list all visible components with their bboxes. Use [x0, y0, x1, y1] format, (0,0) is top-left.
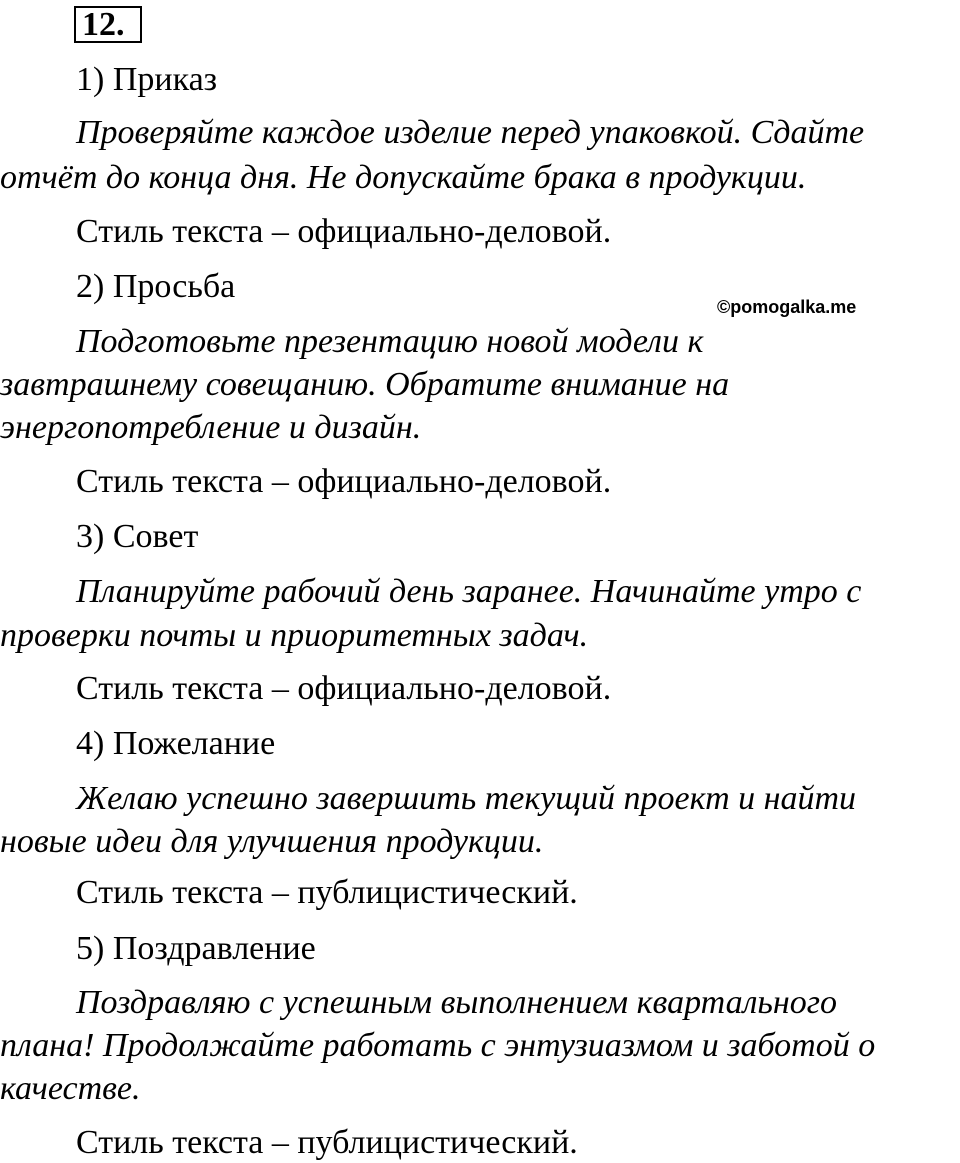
item-2-heading: 2) Просьба [76, 268, 236, 305]
item-3-text-line-2: проверки почты и приоритетных задач. [0, 617, 589, 654]
task-number-box [74, 6, 142, 43]
item-4-heading: 4) Пожелание [76, 725, 276, 762]
item-5-text-line-2: плана! Продолжайте работать с энтузиазмом и заботой о [0, 1027, 876, 1064]
item-2-text-line-1: Подготовьте презентацию новой модели к [76, 323, 704, 360]
item-1-text-line-2: отчёт до конца дня. Не допускайте брака в продукции. [0, 159, 807, 196]
item-2-text-line-2: завтрашнему совещанию. Обратите внимание на [0, 366, 730, 403]
item-3-text-line-1: Планируйте рабочий день заранее. Начинайте утро с [76, 573, 862, 610]
item-4-text-line-2: новые идеи для улучшения продукции. [0, 823, 544, 860]
item-2-style: Стиль текста – официально-деловой. [76, 463, 612, 500]
watermark: ©pomogalka.me [717, 297, 857, 317]
item-5-text-line-1: Поздравляю с успешным выполнением квартального [76, 984, 838, 1021]
item-5-text-line-3: качестве. [0, 1070, 141, 1107]
item-3-style: Стиль текста – официально-деловой. [76, 670, 612, 707]
item-4-style: Стиль текста – публицистический. [76, 874, 578, 911]
item-5-style: Стиль текста – публицистический. [76, 1124, 578, 1161]
item-4-text-line-1: Желаю успешно завершить текущий проект и найти [76, 780, 857, 817]
item-5-heading: 5) Поздравление [76, 930, 316, 967]
item-1-heading: 1) Приказ [76, 61, 218, 98]
item-1-text-line-1: Проверяйте каждое изделие перед упаковкой. Сдайте [76, 114, 865, 151]
item-1-style: Стиль текста – официально-деловой. [76, 213, 612, 250]
item-3-heading: 3) Совет [76, 518, 199, 555]
item-2-text-line-3: энергопотребление и дизайн. [0, 409, 422, 446]
task-number: 12. [82, 6, 125, 43]
